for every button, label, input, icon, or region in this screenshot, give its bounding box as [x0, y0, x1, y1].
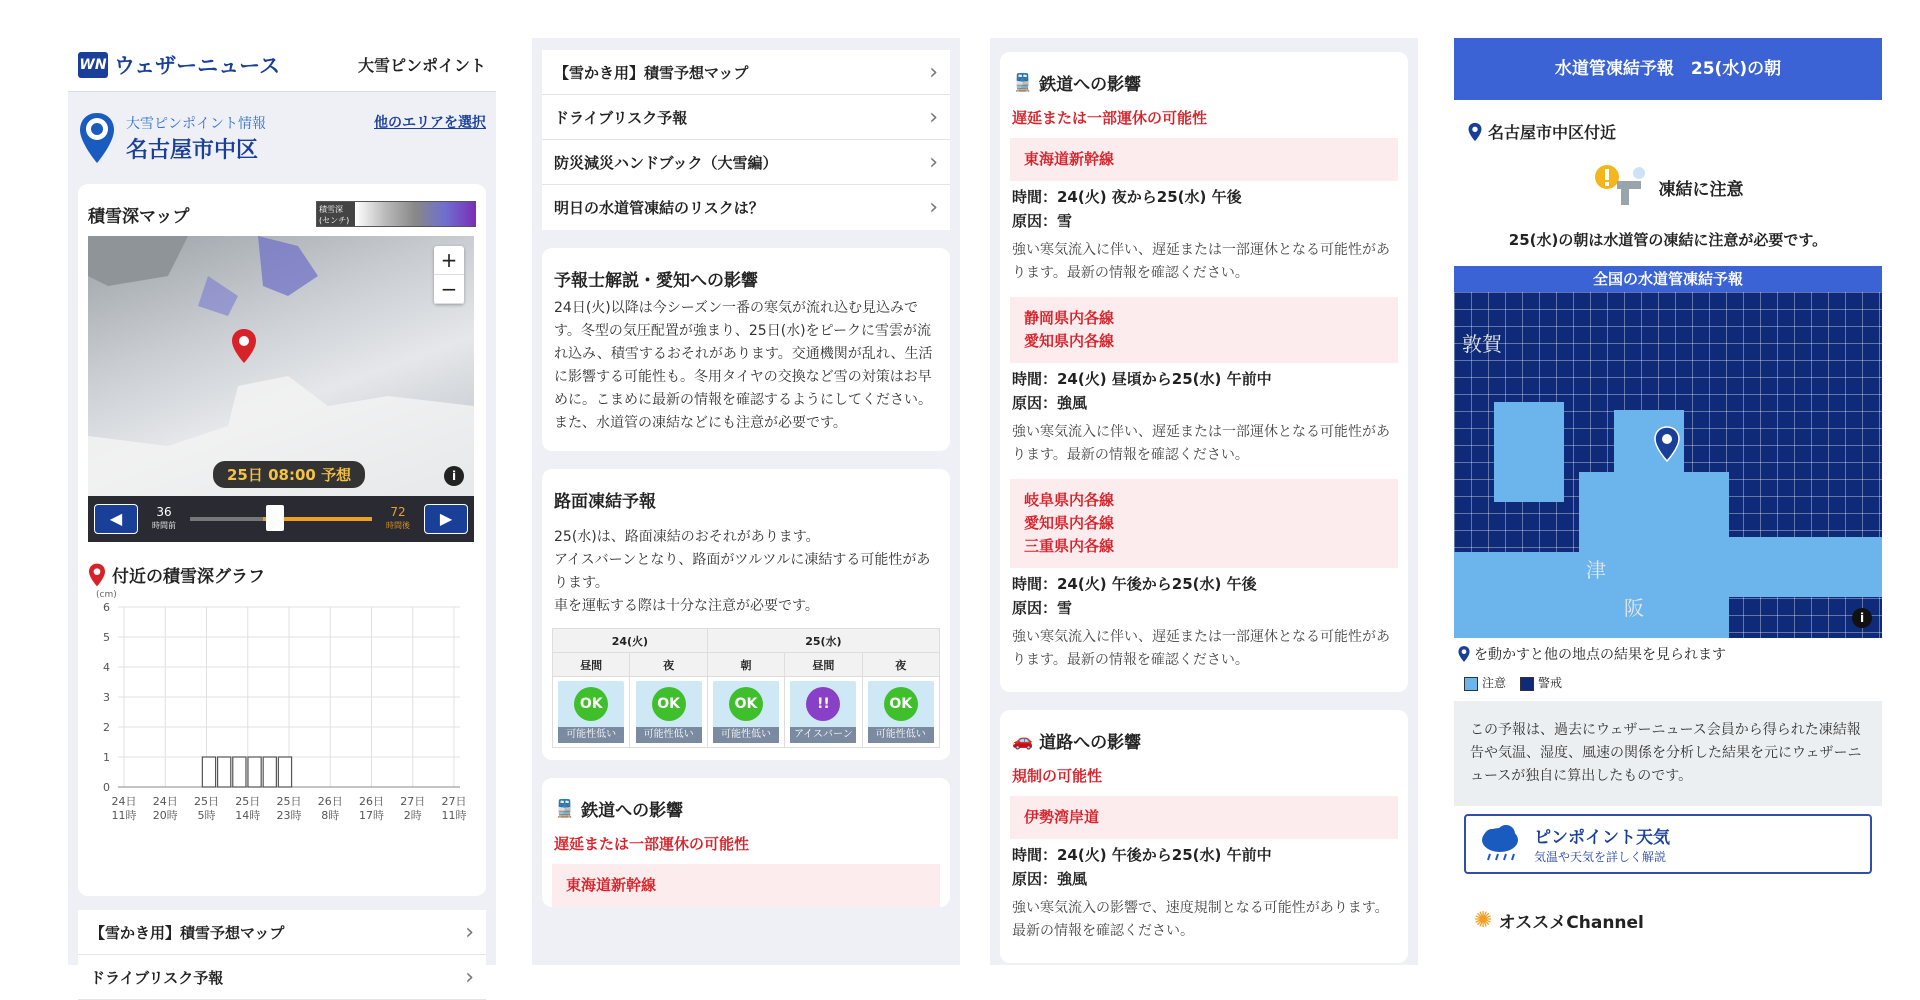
- cell-caption: 可能性低い: [558, 727, 624, 743]
- car-icon: 🚗: [1012, 730, 1034, 751]
- map-hint-text: を動かすと他の地点の結果を見られます: [1474, 647, 1726, 663]
- spark-icon: ✺: [1474, 908, 1493, 933]
- snow-depth-legend: [316, 201, 476, 227]
- chevron-right-icon: ›: [465, 919, 474, 945]
- forecaster-title: 予報士解説・愛知への影響: [554, 271, 758, 291]
- x-tick-label: 25日: [276, 795, 302, 808]
- page-title: 大雪ピンポイント: [357, 56, 486, 75]
- table-time: 夜: [630, 653, 707, 677]
- road-card: [1000, 710, 1408, 963]
- menu-label: ドライブリスク予報: [554, 108, 688, 127]
- menu-item-drive-risk[interactable]: [542, 95, 950, 140]
- menu-label: ドライブリスク予報: [90, 968, 224, 987]
- graph-title: 付近の積雪深グラフ: [112, 567, 265, 587]
- menu-label: 【雪かき用】積雪予想マップ: [90, 923, 285, 942]
- rail-line: 東海道新幹線: [552, 864, 940, 907]
- p1-menu: [78, 910, 486, 1000]
- chevron-right-icon: ›: [929, 149, 938, 175]
- table-cell: [553, 677, 630, 748]
- info-icon[interactable]: i: [1852, 608, 1872, 628]
- x-tick-label: 5時: [197, 809, 216, 822]
- rail-note: 強い寒気流入に伴い、遅延または一部運休となる可能性があります。最新の情報を確認ください。: [1012, 242, 1390, 281]
- y-tick-label: 5: [103, 631, 110, 644]
- table-cell: [707, 677, 784, 748]
- graph-heading: [88, 562, 476, 587]
- menu-label: 防災減災ハンドブック（大雪編）: [554, 153, 778, 172]
- banner-title: ピンポイント天気: [1534, 828, 1670, 848]
- legend-swatch: [1520, 677, 1534, 691]
- rail-cause: 原因：雪: [1012, 599, 1073, 617]
- logo-text: ウェザーニュース: [114, 53, 281, 78]
- time-slider: [88, 496, 474, 542]
- caution-area: [1494, 402, 1564, 502]
- rail-cause: 原因：強風: [1012, 394, 1088, 412]
- road-cause: 原因：強風: [1012, 870, 1088, 888]
- app-header: [68, 38, 496, 92]
- slider-right-unit: 時間後: [386, 521, 410, 530]
- cell-caption: 可能性低い: [868, 727, 934, 743]
- pipe-freeze-map[interactable]: [1454, 292, 1882, 638]
- forecaster-card: [542, 248, 950, 451]
- pipe-location-name: 名古屋市中区付近: [1488, 123, 1617, 142]
- legend-item: [1464, 674, 1506, 691]
- chevron-right-icon: ›: [929, 59, 938, 85]
- y-tick-label: 2: [103, 721, 110, 734]
- map-terrain: [88, 236, 474, 496]
- rail-lines: [1010, 297, 1398, 363]
- rail-title: 鉄道への影響: [1039, 75, 1142, 95]
- caution-label: 凍結に注意: [1658, 179, 1744, 200]
- rail-time: 時間：24(火) 昼頃から25(水) 午前中: [1012, 370, 1272, 388]
- x-tick-label: 11時: [111, 809, 137, 822]
- zoom-out-button[interactable]: −: [434, 275, 464, 304]
- ok-icon: OK: [574, 687, 608, 721]
- zoom-controls: [434, 246, 464, 304]
- frozen-faucet-icon: [1593, 163, 1649, 211]
- snow-bar: [248, 757, 261, 787]
- x-tick-label: 14時: [235, 809, 261, 822]
- menu-item-drive-risk[interactable]: [78, 955, 486, 1000]
- legend-gradient: [355, 202, 475, 226]
- location-name: 名古屋市中区: [126, 137, 259, 163]
- forecast-time-label: 25日 08:00 予想: [213, 461, 365, 488]
- explanation-box: この予報は、過去にウェザーニュース会員から得られた凍結報告や気温、湿度、風速の関係を分析した結果を元にウェザーニュースが独自に算出したものです。: [1454, 701, 1882, 806]
- table-cell: [862, 677, 939, 748]
- slider-left-value: 36: [156, 505, 172, 519]
- road-freeze-table: [552, 628, 940, 748]
- rail-cause: 原因：雪: [1012, 212, 1073, 230]
- menu-item-handbook[interactable]: [542, 140, 950, 185]
- snow-bar: [202, 757, 215, 787]
- rail-line: 三重県内各線: [1024, 537, 1115, 555]
- snow-map-title: 積雪深マップ: [88, 206, 190, 227]
- legend-item: [1520, 674, 1562, 691]
- p2-menu: [542, 50, 950, 230]
- location-row: [68, 92, 496, 184]
- pipe-freeze-header: 水道管凍結予報 25(水)の朝: [1454, 38, 1882, 100]
- x-tick-label: 11時: [441, 809, 467, 822]
- road-note: 強い寒気流入の影響で、速度規制となる可能性があります。最新の情報を確認ください。: [1012, 900, 1389, 939]
- x-tick-label: 8時: [321, 809, 340, 822]
- x-tick-label: 26日: [317, 795, 343, 808]
- cell-caption: 可能性低い: [713, 727, 779, 743]
- table-cell: [630, 677, 707, 748]
- road-risk-label: 規制の可能性: [1012, 767, 1103, 785]
- select-area-link[interactable]: 他のエリアを選択: [374, 115, 486, 131]
- snow-bar: [233, 757, 246, 787]
- location-subtitle: 大雪ピンポイント情報: [126, 115, 266, 132]
- y-tick-label: 4: [103, 661, 110, 674]
- y-tick-label: 6: [103, 601, 110, 614]
- slider-thumb[interactable]: [266, 505, 284, 531]
- chevron-right-icon: ›: [929, 104, 938, 130]
- y-tick-label: 1: [103, 751, 110, 764]
- legend-swatch: [1464, 677, 1478, 691]
- red-pin-icon: [88, 563, 106, 587]
- legend-label: 注意: [1482, 676, 1507, 690]
- rail-time: 時間：24(火) 夜から25(水) 午後: [1012, 188, 1242, 206]
- road-title: 道路への影響: [1039, 733, 1142, 753]
- p2-rail-card: [542, 778, 950, 907]
- table-day: 24(火): [553, 629, 708, 653]
- table-cell: [785, 677, 862, 748]
- table-time: 昼間: [785, 653, 862, 677]
- x-tick-label: 2時: [403, 809, 422, 822]
- slider-right: [378, 506, 418, 532]
- road-line: 伊勢湾岸道: [1024, 808, 1100, 826]
- cell-caption: 可能性低い: [636, 727, 702, 743]
- slider-right-value: 72: [390, 505, 406, 519]
- menu-item-snow-map[interactable]: [542, 50, 950, 95]
- ok-icon: OK: [652, 687, 686, 721]
- x-tick-label: 25日: [194, 795, 219, 808]
- map-location-pin-icon: [231, 328, 257, 364]
- info-icon[interactable]: i: [444, 466, 464, 486]
- rail-heading: [542, 778, 950, 827]
- caution-row: [1454, 153, 1882, 221]
- location-pin-icon: [1458, 645, 1470, 663]
- map-label: 敦賀: [1462, 332, 1502, 356]
- pinpoint-weather-banner[interactable]: [1464, 814, 1872, 874]
- rail-line: 東海道新幹線: [1024, 150, 1115, 168]
- chevron-right-icon: ›: [929, 195, 938, 220]
- x-tick-label: 23時: [276, 809, 302, 822]
- rail-card: [1000, 52, 1408, 692]
- rail-risk-label: 遅延または一部運休の可能性: [1012, 109, 1208, 127]
- rail-note: 強い寒気流入に伴い、遅延または一部運休となる可能性があります。最新の情報を確認ください。: [1012, 424, 1390, 463]
- location-pin-icon: [1468, 122, 1482, 142]
- snow-depth-map[interactable]: [88, 236, 474, 496]
- road-freeze-card: [542, 469, 950, 760]
- table-time: 昼間: [553, 653, 630, 677]
- rain-cloud-icon: [1478, 824, 1522, 864]
- snow-depth-card: [78, 184, 486, 896]
- warning-icon: !!: [806, 687, 840, 721]
- road-lines: [1010, 796, 1398, 839]
- rail-risk-label: 遅延または一部運休の可能性: [554, 835, 750, 853]
- road-freeze-line: 車を運転する際は十分な注意が必要です。: [554, 598, 819, 614]
- channel-title: オススメChannel: [1498, 913, 1644, 933]
- train-icon: 🚆: [1012, 72, 1034, 93]
- weathernews-logo[interactable]: [78, 50, 280, 80]
- info-panel: [532, 38, 960, 965]
- snow-bar: [263, 757, 276, 787]
- rail-heading: [1000, 52, 1408, 101]
- road-freeze-line: 25(水)は、路面凍結のおそれがあります。: [554, 529, 820, 545]
- pipe-location: [1454, 100, 1882, 153]
- road-time: 時間：24(火) 午後から25(水) 午前中: [1012, 846, 1272, 864]
- rail-line: 静岡県内各線: [1024, 309, 1115, 327]
- slider-prev-button[interactable]: ◀: [94, 504, 138, 534]
- rail-line: 岐阜県内各線: [1024, 491, 1115, 509]
- slider-left-unit: 時間前: [152, 521, 176, 530]
- snow-bar: [278, 757, 291, 787]
- rail-lines: [1010, 138, 1398, 181]
- x-tick-label: 20時: [152, 809, 178, 822]
- table-day: 25(水): [707, 629, 939, 653]
- caution-area: [1454, 552, 1584, 638]
- rail-time: 時間：24(火) 午後から25(水) 午後: [1012, 575, 1257, 593]
- ok-icon: OK: [884, 687, 918, 721]
- y-axis-unit: (cm): [96, 590, 117, 600]
- map-location-pin-icon[interactable]: [1654, 426, 1680, 462]
- slider-track[interactable]: [190, 517, 372, 521]
- menu-item-pipe-freeze[interactable]: [542, 185, 950, 230]
- impact-panel: [990, 38, 1418, 965]
- y-tick-label: 0: [103, 781, 110, 794]
- pipe-message: 25(水)の朝は水道管の凍結に注意が必要です。: [1508, 231, 1828, 249]
- road-freeze-line: アイスバーンとなり、路面がツルツルに凍結する可能性があります。: [554, 552, 931, 591]
- menu-item-snow-map[interactable]: [78, 910, 486, 955]
- rail-line: 愛知県内各線: [1024, 514, 1115, 532]
- wn-logo-mark: WN: [78, 52, 108, 78]
- map-hint: [1454, 638, 1882, 670]
- chevron-right-icon: ›: [465, 964, 474, 990]
- rail-lines: [1010, 479, 1398, 568]
- road-heading: [1000, 710, 1408, 759]
- snow-pinpoint-panel: [68, 38, 496, 990]
- forecaster-body: 24日(火)以降は今シーズン一番の寒気が流れ込む見込みです。冬型の気圧配置が強まり、25日(水)をピークに雪雲が流れ込み、積雪するおそれがあります。交通機関が乱れ、生活に影響する可能性も。冬用タイヤの交換など雪の対策はお早めに。こまめに最新の情報を確認するようにしてください。また、水道管の凍結などにも注意が必要です。: [554, 300, 933, 431]
- x-tick-label: 27日: [400, 795, 426, 808]
- x-tick-label: 17時: [359, 809, 384, 822]
- slider-next-button[interactable]: ▶: [424, 504, 468, 534]
- slider-left: [144, 506, 184, 532]
- cell-caption: アイスバーン: [790, 727, 856, 743]
- menu-label: 明日の水道管凍結のリスクは？: [554, 199, 764, 217]
- snow-depth-chart: [88, 587, 474, 835]
- x-tick-label: 24日: [111, 795, 137, 808]
- road-freeze-title: 路面凍結予報: [554, 492, 656, 512]
- table-time: 夜: [862, 653, 939, 677]
- banner-subtitle: 気温や天気を詳しく解説: [1534, 850, 1667, 864]
- map-label: 阪: [1624, 596, 1644, 620]
- rail-title: 鉄道への影響: [581, 801, 684, 821]
- x-tick-label: 24日: [152, 795, 178, 808]
- zoom-in-button[interactable]: +: [434, 246, 464, 275]
- x-tick-label: 27日: [441, 795, 467, 808]
- caution-area: [1729, 537, 1882, 597]
- rail-line: 愛知県内各線: [1024, 332, 1115, 350]
- snow-bar: [218, 757, 231, 787]
- rail-note: 強い寒気流入に伴い、遅延または一部運休となる可能性があります。最新の情報を確認ください。: [1012, 629, 1390, 668]
- menu-label: 【雪かき用】積雪予想マップ: [554, 63, 749, 82]
- x-tick-label: 26日: [359, 795, 384, 808]
- ok-icon: OK: [729, 687, 763, 721]
- table-time: 朝: [707, 653, 784, 677]
- train-icon: 🚆: [554, 798, 576, 819]
- x-tick-label: 25日: [235, 795, 261, 808]
- location-pin-icon: [78, 111, 116, 165]
- y-tick-label: 3: [103, 691, 110, 704]
- map-label: 津: [1586, 558, 1606, 582]
- freeze-legend: [1454, 670, 1882, 701]
- legend-label: 積雪深(センチ): [317, 202, 355, 226]
- pipe-freeze-panel: [1454, 38, 1882, 965]
- legend-label: 警戒: [1538, 676, 1563, 690]
- recommended-channel[interactable]: [1454, 882, 1882, 959]
- freeze-map-title: 全国の水道管凍結予報: [1454, 266, 1882, 292]
